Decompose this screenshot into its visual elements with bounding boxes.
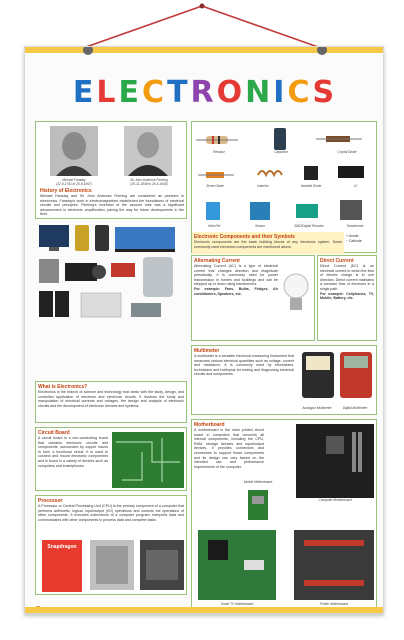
snapdragon-brand: Snapdragon <box>47 544 77 550</box>
motherboard-text: A motherboard is the main printed circuit board in computers that connects all internal components, including the CPU, RAM, storage devices and input/output devices. It provides connectors and connectors to support these components and its design can vary based on the intended use and performance requirements of the computer. <box>194 428 264 469</box>
components-caption <box>192 232 344 254</box>
printer-mb-label: Printer Motherboard <box>319 602 349 606</box>
title-letter: S <box>312 75 338 110</box>
history-heading: History of Electronics <box>40 188 92 194</box>
multimeter-heading: Multimeter <box>194 348 220 354</box>
title-letter: O <box>216 75 246 110</box>
page-title <box>25 75 384 110</box>
bottom-strip <box>25 607 383 613</box>
faraday-portrait <box>50 126 98 176</box>
computer-motherboard-image <box>296 424 374 498</box>
title-letter: I <box>273 75 288 110</box>
ac-example: For example: Fans, Bulbs, Fridges, Air conditioners, Speakers, etc. <box>194 286 278 296</box>
mobile-mb-label: Mobile Motherboard <box>243 480 273 484</box>
multimeter-text: A multimeter is a versatile electronic measuring instrument that measures various electrical quantities such as voltage, current and resistance. It is commonly used by electricians, technicians and hobbyists for testing and diagnosing electrical circuits and components. <box>194 354 294 377</box>
processor-section <box>35 495 187 595</box>
title-letter: E <box>72 75 97 110</box>
dc-example: For example: Cellphones, TV, Mobile, Battery, etc. <box>320 291 374 301</box>
component-label-0: Resistor <box>213 150 225 154</box>
components-text: Electronic components are the basic building blocks of any electronic system. Some commonly used electronic components are mentioned above. <box>194 240 342 249</box>
title-letter: N <box>245 75 274 110</box>
fleming-portrait <box>124 126 172 176</box>
title-letter: E <box>118 75 143 110</box>
component-label-4: Inductor <box>257 184 269 188</box>
component-label-7: Ultra Rel <box>207 224 221 228</box>
printer-motherboard-image <box>294 530 374 600</box>
component-label-10: Transformer <box>346 224 364 228</box>
processor-heading: Processor <box>38 498 63 504</box>
title-letter: T <box>167 75 191 110</box>
ac-text: Alternating Current (AC) is a type of electrical current that changes direction and magnitude periodically. It is commonly used for power transmission in homes and buildings and can be stepped up or down using transformers. <box>194 264 278 287</box>
tv-mb-label: Smart TV Motherboard <box>220 602 254 606</box>
bulb-illustration <box>282 270 310 322</box>
what-heading: What is Electronics? <box>38 384 88 390</box>
multimeter-section <box>191 345 377 415</box>
dc-section <box>317 255 377 341</box>
components-illustration <box>192 122 378 234</box>
top-strip <box>25 47 383 53</box>
dc-heading: Direct Current <box>320 258 354 264</box>
components-section <box>191 121 377 253</box>
smart-tv-motherboard-image <box>198 530 276 600</box>
component-label-3: Zener Diode <box>206 184 224 188</box>
ac-heading: Alternating Current <box>194 258 240 264</box>
component-label-9: SMD/Digital Resistor <box>294 224 324 228</box>
component-label-5: Variable Diode <box>300 184 322 188</box>
motherboard-section <box>191 419 377 614</box>
what-is-electronics-section <box>35 381 187 423</box>
what-text: Electronics is the branch of science and technology that deals with the study, design, and controlled application of electrons and electronic circuits. It involves the study and manipulation of electrical currents and voltages, the design and analysis of electronic circuits and the development of electronic devices and systems. <box>38 390 184 408</box>
component-label-6: IC <box>354 184 358 188</box>
cpu-chip-image <box>90 540 134 590</box>
ac-section <box>191 255 315 341</box>
processor-box-image <box>140 540 184 590</box>
history-section <box>35 121 187 219</box>
devices-illustration <box>35 223 187 381</box>
electronics-chart <box>24 46 384 614</box>
right-eyelet <box>317 46 327 55</box>
circuit-board-image <box>112 432 184 488</box>
title-letter: R <box>190 75 217 110</box>
fleming-caption: Sir John Ambrose Fleming (29-11-1849 to 18-4-1945) <box>130 178 168 186</box>
diode-legend: + Anode − Cathode <box>346 234 362 243</box>
hanging-cord <box>0 0 404 50</box>
mobile-motherboard-image <box>248 490 268 520</box>
motherboard-heading: Motherboard <box>194 422 225 428</box>
components-heading: Electronic Components and their Symbols <box>194 234 295 240</box>
faraday-caption: Michael Faraday (22-9-1791 to 25-8-1867) <box>56 178 92 186</box>
snapdragon-chip <box>42 540 82 592</box>
title-letter: C <box>142 75 168 110</box>
circuit-text: A circuit board is a non-conducting board that contains electronic circuits and components, surrounded by copper traces to form a functional circuit. It is used to connect and mount electronic components and is found in a variety of devices such as computers and smartphones. <box>38 436 108 468</box>
legend-cathode: Cathode <box>348 239 362 243</box>
component-label-8: Sensor <box>254 224 266 228</box>
component-label-2: Crystal Diode <box>337 150 357 154</box>
legend-anode: Anode <box>348 234 359 238</box>
component-label-1: Capacitor <box>274 150 288 154</box>
processor-text: A Processor or Central Processing Unit (CPU) is the primary component of a computer that performs arithmetic, logical, input/output (I/O) operations and controls the operations of other components. It executes instructions of a computer program, interprets data and communicates with other components to process data and complete tasks. <box>38 504 184 522</box>
digital-label: Digital Multimeter <box>342 406 368 410</box>
computer-mb-label: Computer Motherboard <box>318 498 352 502</box>
circuit-board-section <box>35 427 187 491</box>
history-text: Michael Faraday and Sir John Ambrose Fleming are considered as pioneers in electronics. Faraday's work in electromagnetism established the foundations of electrical circuits and principles. Fleming's invention of the vacuum tube was a significant advancement in electronic amplification, paving the way for future developments in the field. <box>40 194 184 217</box>
analogue-label: Analogue Multimeter <box>302 406 332 410</box>
title-letter: L <box>96 75 119 110</box>
multimeters-illustration <box>300 352 374 404</box>
circuit-heading: Circuit Board <box>38 430 70 436</box>
dc-text: Direct Current (DC) is an electrical current in which the flow of electric charge is in one direction. Direct current maintains a constant flow of electrons in a single path. <box>320 264 374 291</box>
left-eyelet <box>83 46 93 55</box>
title-letter: C <box>287 75 313 110</box>
